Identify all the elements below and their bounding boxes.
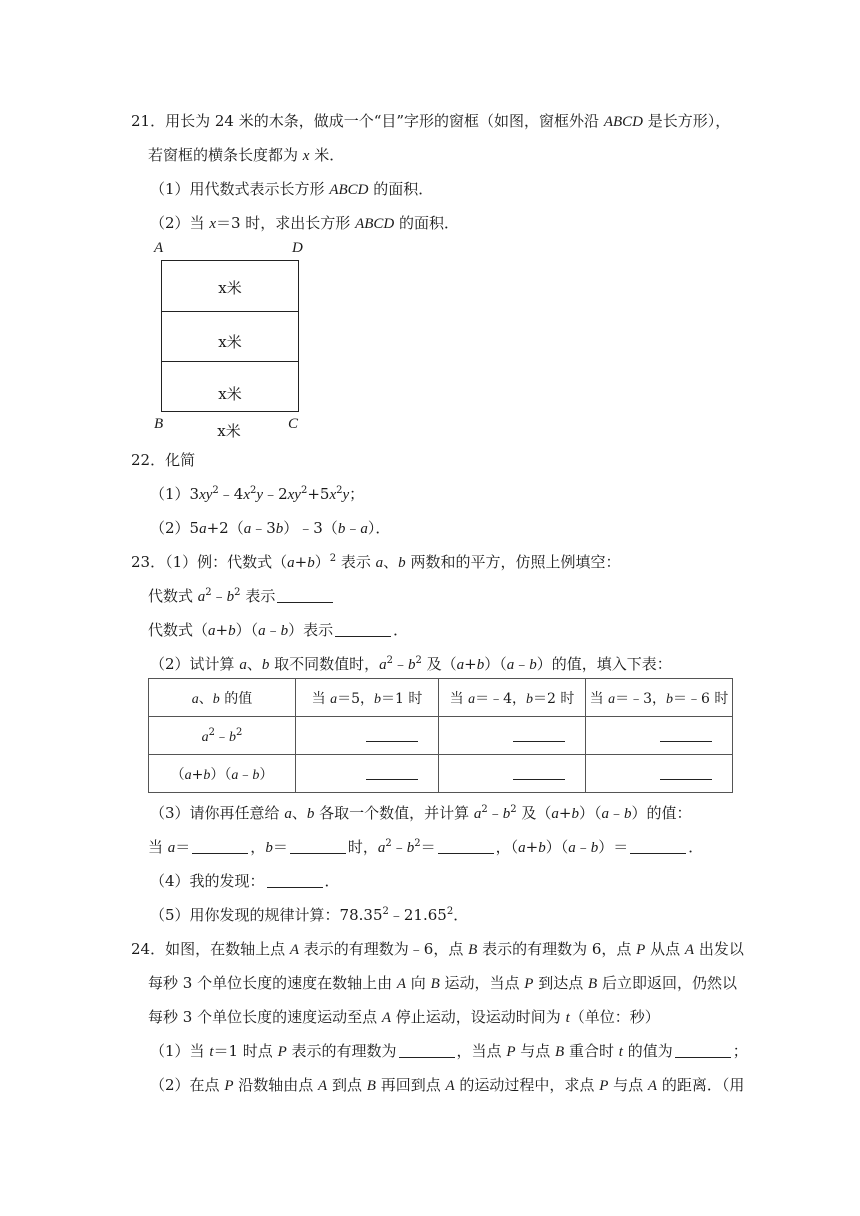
table-cell xyxy=(296,717,439,755)
answer-blank[interactable] xyxy=(513,727,565,742)
q23-part3-fill: 当 a＝ ，b＝ 时，$a^2﹣b^2=$ ，（a+b）（a﹣b）＝ ． xyxy=(148,838,704,856)
answer-blank[interactable] xyxy=(660,765,712,780)
answer-blank[interactable] xyxy=(366,765,418,780)
q22-part2: （2）5a+2（a﹣3b）﹣3（b﹣a）． xyxy=(150,519,391,537)
table-cell xyxy=(586,717,733,755)
q24-part2: （2）在点 P 沿数轴由点 A 到点 B 再回到点 A 的运动过程中，求点 P 与点 A 的距离．（用 xyxy=(150,1076,745,1094)
q23-fill2: 代数式（a+b）（a﹣b）表示 ． xyxy=(148,621,409,639)
window-frame-figure xyxy=(150,240,310,440)
q21-part1: （1）用代数式表示长方形 ABCD 的面积． xyxy=(150,180,434,198)
table-row-label: （a+b）（a﹣b） xyxy=(149,755,296,793)
table-cell xyxy=(586,755,733,793)
q22-title: 22．化简 xyxy=(131,451,196,469)
q23-part1: 23．（1）例：代数式$(a+b)^2$ 表示 a、b 两数和的平方，仿照上例填空： xyxy=(131,553,621,571)
bottom-edge-label: x米 xyxy=(217,422,241,440)
answer-blank[interactable] xyxy=(277,588,333,603)
vertex-b-label: B xyxy=(154,416,164,432)
vertex-a-label: A xyxy=(154,240,164,256)
q24-line2: 每秒 3 个单位长度的速度在数轴上由 A 向 B 运动，当点 P 到达点 B 后立即返回，仍然以 xyxy=(148,974,737,992)
table-row xyxy=(149,717,733,755)
answer-blank[interactable] xyxy=(630,839,686,854)
vertex-c-label: C xyxy=(288,416,299,432)
table-cell xyxy=(439,717,586,755)
table-cell xyxy=(439,755,586,793)
answer-blank[interactable] xyxy=(366,727,418,742)
q23-part5: （5）用你发现的规律计算：78.35$^2$﹣21.65$^2$． xyxy=(150,906,469,924)
q21-line2: 若窗框的横条长度都为 x 米． xyxy=(148,146,345,164)
q22-part1: $(1)3xy^2﹣4x^2y﹣2xy^2+5x^2y$； xyxy=(150,485,365,503)
crossbar-1 xyxy=(162,311,298,312)
table-row xyxy=(149,755,733,793)
table-header-cell: 当 a＝﹣3，b＝﹣6 时 xyxy=(586,679,733,717)
table-header-cell: 当 a＝5，b＝1 时 xyxy=(296,679,439,717)
q23-part2: （2）试计算 a、b 取不同数值时，$a^2﹣b^2$ 及（a+b）（a﹣b）的值，填入下表： xyxy=(150,655,672,673)
crossbar-label-2: x米 xyxy=(218,333,242,351)
vertex-d-label: D xyxy=(292,240,303,256)
answer-blank[interactable] xyxy=(290,839,346,854)
crossbar-2 xyxy=(162,361,298,362)
answer-blank[interactable] xyxy=(513,765,565,780)
answer-blank[interactable] xyxy=(267,873,323,888)
table-header-row xyxy=(149,679,733,717)
q24-part1: （1）当 t＝1 时点 P 表示的有理数为 ，当点 P 与点 B 重合时 t 的值为 ； xyxy=(150,1042,748,1060)
answer-blank[interactable] xyxy=(399,1043,455,1058)
answer-blank[interactable] xyxy=(675,1043,731,1058)
answer-blank[interactable] xyxy=(335,622,391,637)
q24-line1: 24．如图，在数轴上点 A 表示的有理数为﹣6，点 B 表示的有理数为 6，点 P 从点 A 出发以 xyxy=(131,940,744,958)
q21-line1: 21．用长为 24 米的木条，做成一个“目”字形的窗框（如图，窗框外沿 ABCD 是长方形）， xyxy=(131,112,731,130)
values-table xyxy=(148,678,733,793)
crossbar-label-3: x米 xyxy=(218,385,242,403)
table-header-cell: a、b 的值 xyxy=(149,679,296,717)
table-cell xyxy=(296,755,439,793)
q21-part2: （2）当 x＝3 时，求出长方形 ABCD 的面积． xyxy=(150,214,460,232)
answer-blank[interactable] xyxy=(192,839,248,854)
q24-line3: 每秒 3 个单位长度的速度运动至点 A 停止运动，设运动时间为 t（单位：秒） xyxy=(148,1008,660,1026)
table-row-label: $a^2﹣b^2$ xyxy=(149,717,296,755)
answer-blank[interactable] xyxy=(660,727,712,742)
window-rectangle xyxy=(161,260,299,412)
answer-blank[interactable] xyxy=(438,839,494,854)
table-header-cell: 当 a＝﹣4，b＝2 时 xyxy=(439,679,586,717)
q23-part3: （3）请你再任意给 a、b 各取一个数值，并计算 $a^2﹣b^2$ 及（a+b）（a﹣b）的值： xyxy=(150,804,692,822)
crossbar-label-1: x米 xyxy=(218,279,242,297)
q23-part4: （4）我的发现： ． xyxy=(150,872,340,890)
q23-fill1: 代数式 $a^2﹣b^2$ 表示 xyxy=(148,586,335,607)
